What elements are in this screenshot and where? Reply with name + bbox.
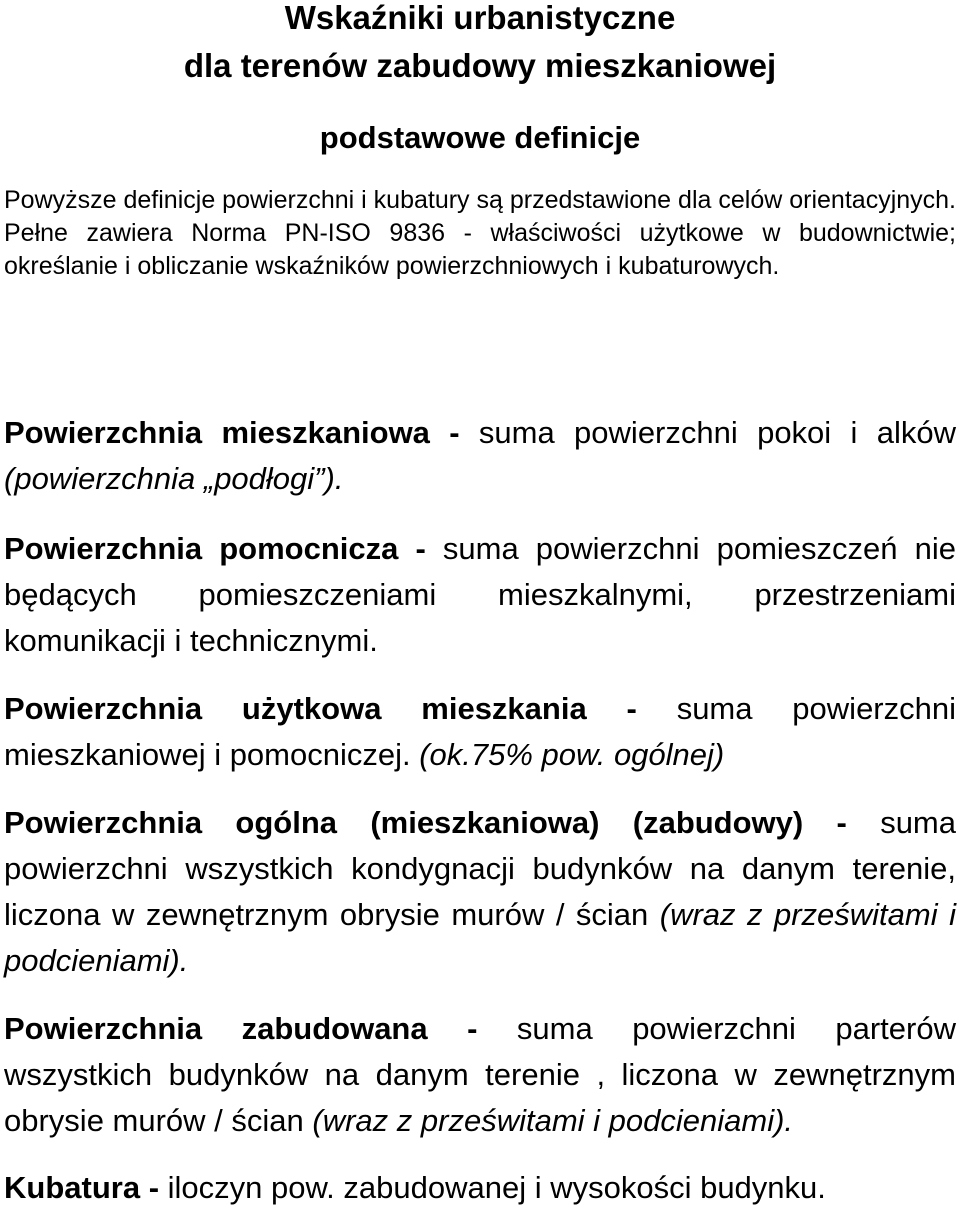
definition-term: Powierzchnia pomocnicza	[4, 531, 399, 566]
intro-paragraph: Powyższe definicje powierzchni i kubatury są przedstawione dla celów orientacyjnych. Pełne zawiera Norma PN-ISO 9836 - właściwości użytkowe w budownictwie; określanie i obliczanie wskaźników powierzchniowych i kubaturowych.	[4, 186, 956, 280]
definition-powierzchnia-zabudowana	[4, 1006, 956, 1144]
definition-text: suma powierzchni pomieszczeń nie będących pomieszczeniami mieszkalnymi, przestrzeniami komunikacji i technicznymi.	[4, 531, 956, 658]
definition-text: suma powierzchni pokoi i alków	[478, 415, 956, 450]
definition-term: Powierzchnia mieszkaniowa	[4, 415, 430, 450]
definition-note: (wraz z prześwitami i podcieniami).	[4, 897, 956, 978]
definition-term: Kubatura	[4, 1170, 141, 1205]
definition-powierzchnia-mieszkaniowa	[4, 410, 956, 502]
definition-separator: -	[427, 1011, 517, 1046]
definition-separator: -	[398, 531, 443, 566]
definition-term: Powierzchnia ogólna (mieszkaniowa) (zabudowy)	[4, 805, 804, 840]
section-title: podstawowe definicje	[319, 120, 641, 155]
definition-term: Powierzchnia zabudowana	[4, 1011, 428, 1046]
document-subtitle: dla terenów zabudowy mieszkaniowej	[183, 47, 777, 84]
definition-powierzchnia-ogolna	[4, 800, 956, 984]
definition-powierzchnia-pomocnicza	[4, 526, 956, 664]
definition-separator: -	[140, 1170, 168, 1205]
definition-text: iloczyn pow. zabudowanej i wysokości budynku.	[167, 1170, 826, 1205]
definition-note: (powierzchnia „podłogi”).	[4, 461, 344, 496]
definition-note: (wraz z prześwitami i podcieniami).	[312, 1103, 794, 1138]
definition-text: suma powierzchni wszystkich kondygnacji budynków na danym terenie, liczona w zewnętrznym obrysie murów / ścian	[4, 805, 956, 932]
definition-separator: -	[803, 805, 881, 840]
definition-kubatura	[4, 1165, 956, 1211]
definition-text: suma powierzchni mieszkaniowej i pomocniczej.	[4, 691, 956, 772]
definition-text: suma powierzchni parterów wszystkich budynków na danym terenie , liczona w zewnętrznym obrysie murów / ścian	[4, 1011, 956, 1138]
definition-separator: -	[586, 691, 677, 726]
document-title: Wskaźniki urbanistyczne	[284, 0, 676, 36]
definition-note: (ok.75% pow. ogólnej)	[419, 737, 725, 772]
definition-separator: -	[429, 415, 479, 450]
definition-powierzchnia-uzytkowa	[4, 686, 956, 778]
definition-term: Powierzchnia użytkowa mieszkania	[4, 691, 587, 726]
